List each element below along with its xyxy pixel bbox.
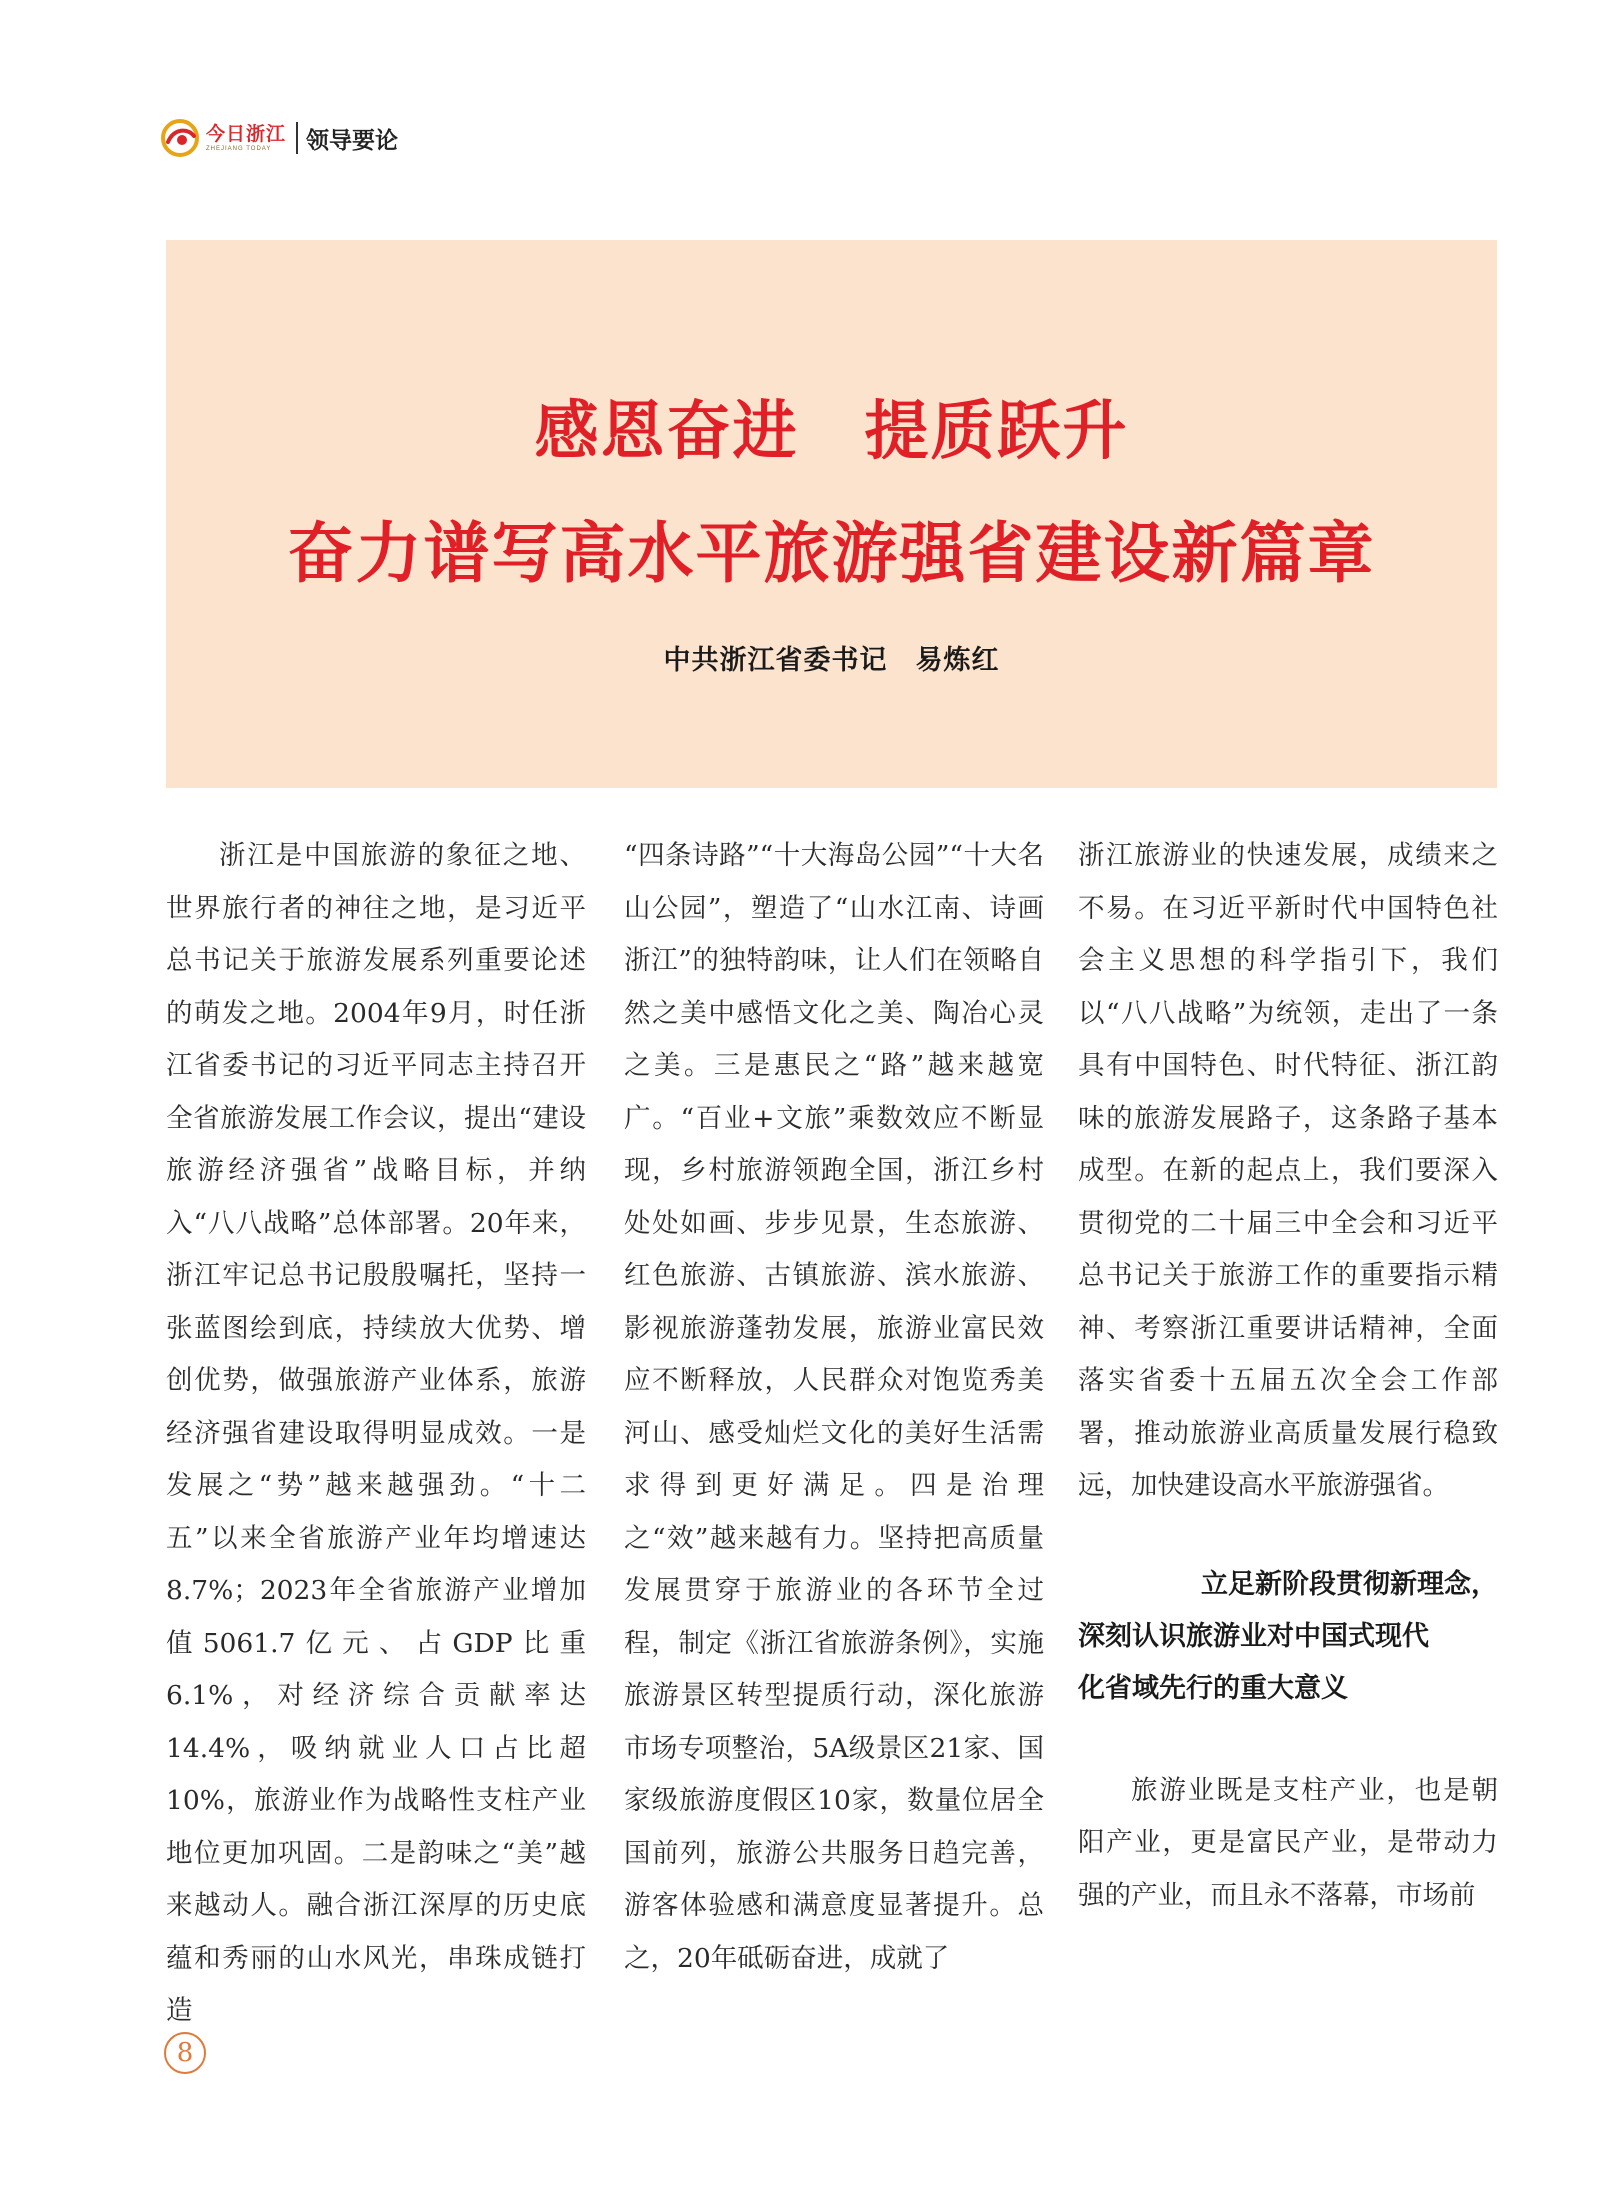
paragraph: 旅游业既是支柱产业，也是朝阳产业，更是富民产业，是带动力强的产业，而且永不落幕，市场前 [1078, 1774, 1498, 1911]
section-name: 领导要论 [306, 127, 399, 154]
title-banner [166, 240, 1497, 788]
logo-text [206, 122, 287, 152]
subheading-line-2: 深刻认识旅游业对中国式现代 [1078, 1620, 1429, 1652]
section-subheading [1078, 1559, 1498, 1715]
subheading-line-1: 立足新阶段贯彻新理念， [1201, 1568, 1498, 1600]
article-column-1 [166, 830, 586, 2038]
masthead [160, 118, 398, 158]
subheading-line-3: 化省域先行的重大意义 [1078, 1672, 1348, 1704]
header-divider [296, 122, 298, 154]
zhejiang-today-logo-icon [160, 118, 200, 158]
logo-english: ZHEJIANG TODAY [206, 145, 272, 152]
headline-line-1: 感恩奋进 提质跃升 [534, 395, 1129, 469]
paragraph: 浙江旅游业的快速发展，成绩来之不易。在习近平新时代中国特色社会主义思想的科学指引下，我们以“八八战略”为统领，走出了一条具有中国特色、时代特征、浙江韵味的旅游发展路子，这条路子基本成型。在新的起点上，我们要深入贯彻党的二十届三中全会和习近平总书记关于旅游工作的重要指示精神、考察浙江重要讲话精神，全面落实省委十五届五次全会工作部署，推动旅游业高质量发展行稳致远，加快建设高水平旅游强省。 [1078, 840, 1498, 1501]
author-byline: 中共浙江省委书记 易炼红 [663, 645, 1000, 676]
article-column-3 [1078, 830, 1498, 1922]
paragraph: 浙江是中国旅游的象征之地、世界旅行者的神往之地，是习近平总书记关于旅游发展系列重要论述的萌发之地。2004年9月，时任浙江省委书记的习近平同志主持召开全省旅游发展工作会议，提出“建设旅游经济强省”战略目标，并纳入“八八战略”总体部署。20年来，浙江牢记总书记殷殷嘱托，坚持一张蓝图绘到底，持续放大优势、增创优势，做强旅游产业体系，旅游经济强省建设取得明显成效。一是发展之“势”越来越强劲。“十二五”以来全省旅游产业年均增速达8.7%；2023年全省旅游产业增加值5061.7亿元、占GDP比重6.1%，对经济综合贡献率达14.4%，吸纳就业人口占比超10%，旅游业作为战略性支柱产业地位更加巩固。二是韵味之“美”越来越动人。融合浙江深厚的历史底蕴和秀丽的山水风光，串珠成链打造 [166, 840, 586, 2026]
headline-line-2: 奋力谱写高水平旅游强省建设新篇章 [287, 515, 1376, 592]
logo-chinese: 今日浙江 [206, 122, 287, 145]
article-column-2 [624, 830, 1044, 1985]
page-number: 8 [164, 2032, 206, 2074]
paragraph: “四条诗路”“十大海岛公园”“十大名山公园”，塑造了“山水江南、诗画浙江”的独特韵味，让人们在领略自然之美中感悟文化之美、陶冶心灵之美。三是惠民之“路”越来越宽广。“百业+文旅”乘数效应不断显现，乡村旅游领跑全国，浙江乡村处处如画、步步见景，生态旅游、红色旅游、古镇旅游、滨水旅游、影视旅游蓬勃发展，旅游业富民效应不断释放，人民群众对饱览秀美河山、感受灿烂文化的美好生活需求得到更好满足。四是治理之“效”越来越有力。坚持把高质量发展贯穿于旅游业的各环节全过程，制定《浙江省旅游条例》，实施旅游景区转型提质行动，深化旅游市场专项整治，5A级景区21家、国家级旅游度假区10家，数量位居全国前列，旅游公共服务日趋完善，游客体验感和满意度显著提升。总之，20年砥砺奋进，成就了 [624, 840, 1044, 1974]
